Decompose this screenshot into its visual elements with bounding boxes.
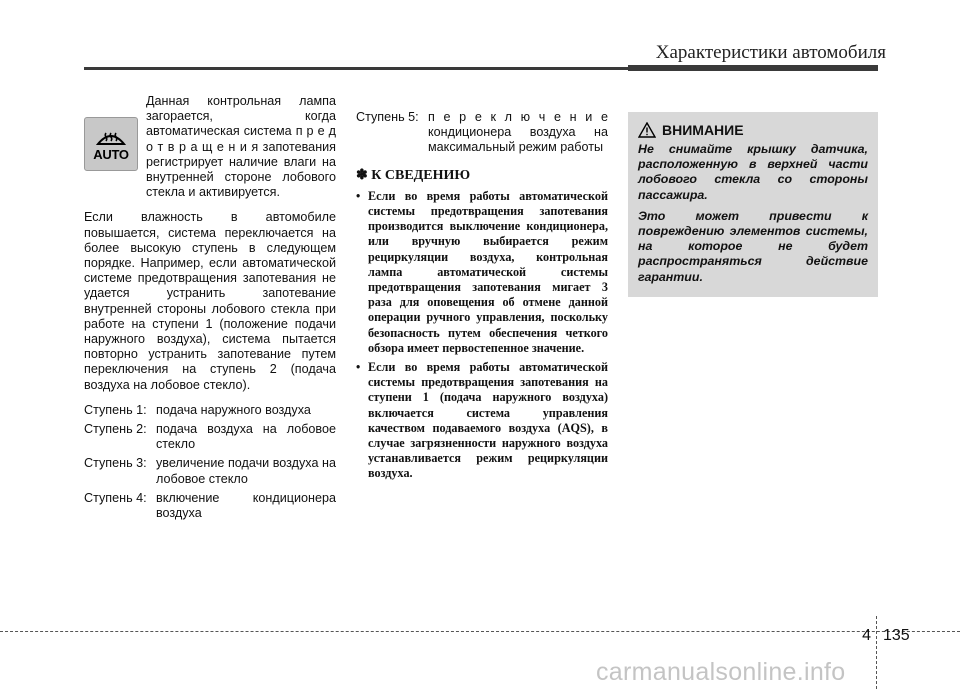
bullet-icon: • bbox=[356, 188, 361, 203]
step-item bbox=[84, 491, 336, 521]
intro-block bbox=[84, 94, 336, 200]
header-tab-bar bbox=[628, 65, 878, 71]
steps-list bbox=[84, 403, 336, 521]
warning-title: ВНИМАНИЕ bbox=[662, 122, 744, 138]
column-left bbox=[84, 90, 336, 525]
windshield-defog-icon bbox=[96, 126, 126, 146]
step-text: подача воздуха на лобовое стекло bbox=[156, 422, 336, 452]
footer-dashed-line bbox=[0, 631, 960, 632]
chapter-number: 4 bbox=[862, 627, 871, 644]
warning-text: Не снимайте крышку датчика, расположенную в верхней части лобового стекла со стороны пассажира. bbox=[638, 142, 868, 202]
step-label: Ступень 2: bbox=[84, 422, 147, 437]
bullet-icon: • bbox=[356, 360, 361, 375]
auto-icon-label: AUTO bbox=[93, 146, 129, 162]
step-label: Ступень 5: bbox=[356, 110, 419, 124]
step-item bbox=[84, 403, 336, 418]
info-item-text: Если во время работы автоматической системы предотвращения запотевания на ступени 1 (подача наружного воздуха) включается система управления качеством подаваемого воздуха (AQS), в случае загрязненности наружного воздуха устанавливается режим рециркуляции воздуха. bbox=[368, 360, 608, 481]
step-item bbox=[84, 422, 336, 452]
humidity-paragraph: Если влажность в автомобиле повышается, система переключается на более высокую ступень в следующем порядке. Например, если автоматической системе предотвращения запотевания не удается устранить запотевание внутренней стороны лобового стекла при работе на ступени 1 (положение подачи наружного воздуха), система пытается повторно устранить запотевание путем переключения на ступень 2 (подача воздуха на лобовое стекло). bbox=[84, 210, 336, 392]
warning-text: Это может привести к повреждению элементов системы, на которое не будет распространяться действие гарантии. bbox=[638, 208, 868, 284]
footer-dashed-divider bbox=[876, 616, 877, 689]
step-text: п е р е к л ю ч е н и е кондиционера воздуха на максимальный режим работы bbox=[428, 110, 608, 155]
page-header-title: Характеристики автомобиля bbox=[655, 42, 886, 63]
info-item bbox=[356, 360, 608, 482]
step-text: увеличение подачи воздуха на лобовое стекло bbox=[156, 456, 336, 486]
step-text: подача наружного воздуха bbox=[156, 402, 311, 417]
step-item bbox=[356, 110, 608, 156]
warning-header bbox=[638, 122, 868, 138]
page-number: 135 bbox=[883, 627, 910, 644]
step-label: Ступень 1: bbox=[84, 402, 147, 417]
watermark-text: carmanualsonline.info bbox=[596, 658, 846, 686]
auto-defog-icon bbox=[84, 117, 138, 171]
info-item bbox=[356, 189, 608, 356]
column-middle bbox=[356, 90, 608, 486]
step-label: Ступень 4: bbox=[84, 490, 147, 505]
warning-triangle-icon bbox=[638, 122, 656, 138]
step-text: включение кондиционера воздуха bbox=[156, 490, 336, 521]
step-item bbox=[84, 456, 336, 486]
warning-box bbox=[628, 112, 878, 297]
info-title: ✽ К СВЕДЕНИЮ bbox=[356, 167, 471, 183]
column-right bbox=[628, 90, 878, 297]
step-label: Ступень 3: bbox=[84, 456, 147, 471]
intro-text: Данная контрольная лампа загорается, когда автоматическая система п р е д о т в р а щ е н и я запотевания регистрирует наличие влаги на внутренней стороне лобового стекла и активируется. bbox=[146, 94, 336, 200]
info-item-text: Если во время работы автоматической системы предотвращения запотевания производится выключение кондиционера, или вручную выбирается режим рециркуляции воздуха, контрольная лампа автоматической системы предотвращения запотевания мигает 3 раза для оповещения об отмене данной операции ручного управления, поскольку безопасность путем обеспечения четкого обзора имеет первостепенное значение. bbox=[368, 188, 608, 355]
